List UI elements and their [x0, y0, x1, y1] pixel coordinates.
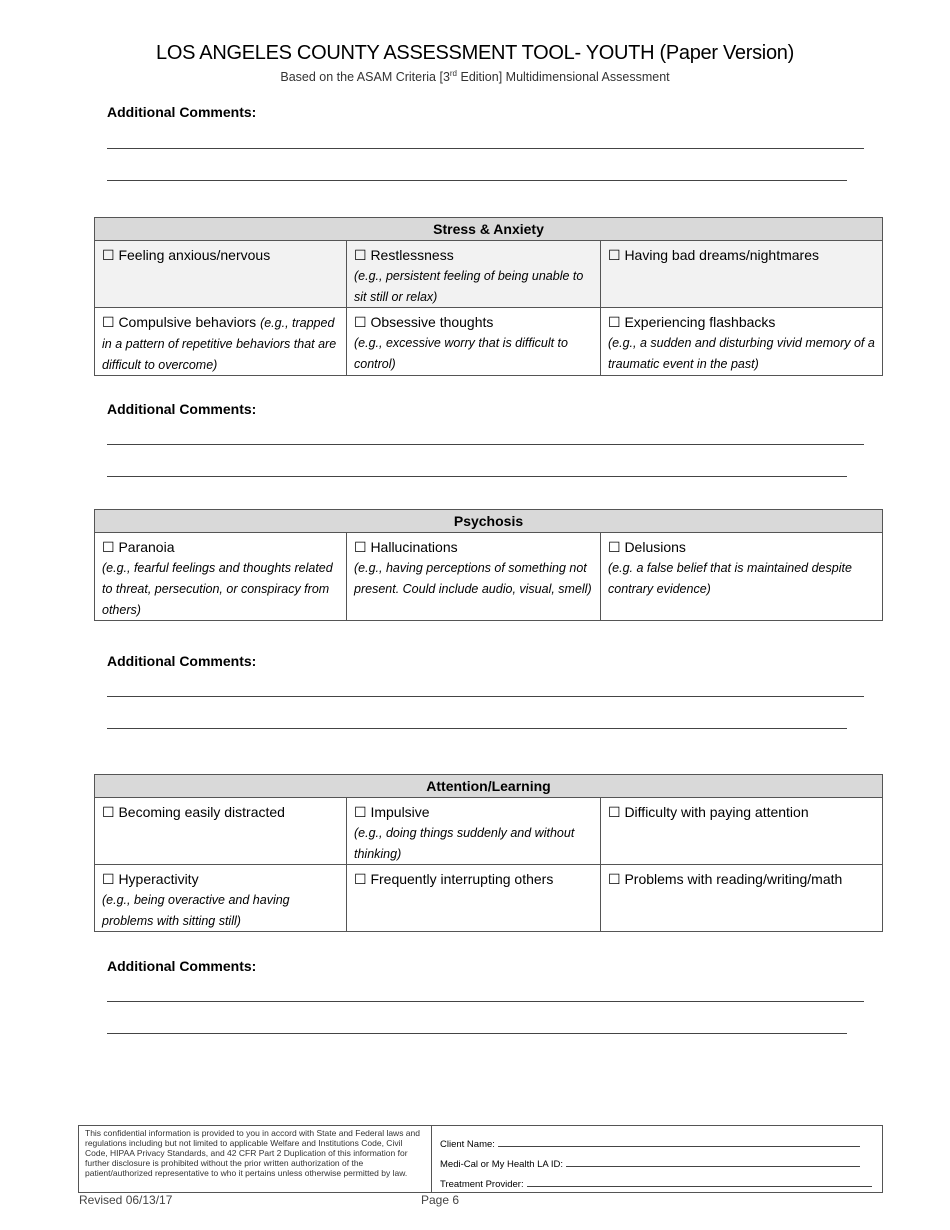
section-header: Attention/Learning [95, 775, 883, 798]
treatment-provider-field[interactable]: Treatment Provider: [440, 1170, 874, 1190]
additional-comments-label: Additional Comments: [107, 104, 257, 120]
checkbox-item[interactable]: ☐ Difficulty with paying attention [601, 798, 883, 865]
revised-date: Revised 06/13/17 [79, 1193, 173, 1207]
checkbox-item[interactable]: ☐ Having bad dreams/nightmares [601, 241, 883, 308]
section-header: Stress & Anxiety [95, 218, 883, 241]
checkbox-item[interactable]: ☐ Impulsive (e.g., doing things suddenly and without thinking) [347, 798, 601, 865]
confidentiality-notice: This confidential information is provided to you in accord with State and Federal laws and regulations including but not limited to applicable Welfare and Institutions Code, Civil Code, HIPAA Privacy Standards, and 42 CFR Part 2 Duplication of this information for further disclosure is prohibited without the prior written authorization of the patient/authorized representative to who it pertains unless otherwise permitted by law. [79, 1126, 432, 1192]
comment-line[interactable] [107, 1033, 847, 1034]
attention-learning-table [94, 774, 883, 932]
checkbox-item[interactable]: ☐ Frequently interrupting others [347, 865, 601, 932]
checkbox-item[interactable]: ☐ Experiencing flashbacks (e.g., a sudden and disturbing vivid memory of a traumatic event in the past) [601, 308, 883, 376]
checkbox-item[interactable]: ☐ Delusions (e.g. a false belief that is maintained despite contrary evidence) [601, 533, 883, 621]
page-number: Page 6 [421, 1193, 460, 1207]
comment-line[interactable] [107, 1001, 864, 1002]
client-info-fields [432, 1126, 882, 1192]
page-subtitle: Based on the ASAM Criteria [3rd Edition] Multidimensional Assessment [280, 69, 670, 85]
checkbox-item[interactable]: ☐ Obsessive thoughts (e.g., excessive worry that is difficult to control) [347, 308, 601, 376]
checkbox-item[interactable]: ☐ Hyperactivity (e.g., being overactive and having problems with sitting still) [95, 865, 347, 932]
stress-anxiety-table [94, 217, 883, 376]
checkbox-item[interactable]: ☐ Restlessness (e.g., persistent feeling of being unable to sit still or relax) [347, 241, 601, 308]
checkbox-item[interactable]: ☐ Paranoia (e.g., fearful feelings and thoughts related to threat, persecution, or conspiracy from others) [95, 533, 347, 621]
psychosis-table [94, 509, 883, 621]
client-name-field[interactable]: Client Name: [440, 1130, 874, 1150]
medical-id-field[interactable]: Medi-Cal or My Health LA ID: [440, 1150, 874, 1170]
comment-line[interactable] [107, 148, 864, 149]
checkbox-item[interactable]: ☐ Feeling anxious/nervous [95, 241, 347, 308]
comment-line[interactable] [107, 444, 864, 445]
footer-box [78, 1125, 883, 1193]
additional-comments-label: Additional Comments: [107, 958, 257, 974]
comment-line[interactable] [107, 728, 847, 729]
comment-line[interactable] [107, 696, 864, 697]
checkbox-item[interactable]: ☐ Problems with reading/writing/math [601, 865, 883, 932]
comment-line[interactable] [107, 180, 847, 181]
checkbox-item[interactable]: ☐ Becoming easily distracted [95, 798, 347, 865]
checkbox-item[interactable]: ☐ Compulsive behaviors (e.g., trapped in a pattern of repetitive behaviors that are difficult to overcome) [95, 308, 347, 376]
additional-comments-label: Additional Comments: [107, 653, 257, 669]
page-title: LOS ANGELES COUNTY ASSESSMENT TOOL- YOUTH (Paper Version) [156, 42, 794, 64]
section-header: Psychosis [95, 510, 883, 533]
checkbox-item[interactable]: ☐ Hallucinations (e.g., having perceptions of something not present. Could include audio, visual, smell) [347, 533, 601, 621]
comment-line[interactable] [107, 476, 847, 477]
additional-comments-label: Additional Comments: [107, 401, 257, 417]
